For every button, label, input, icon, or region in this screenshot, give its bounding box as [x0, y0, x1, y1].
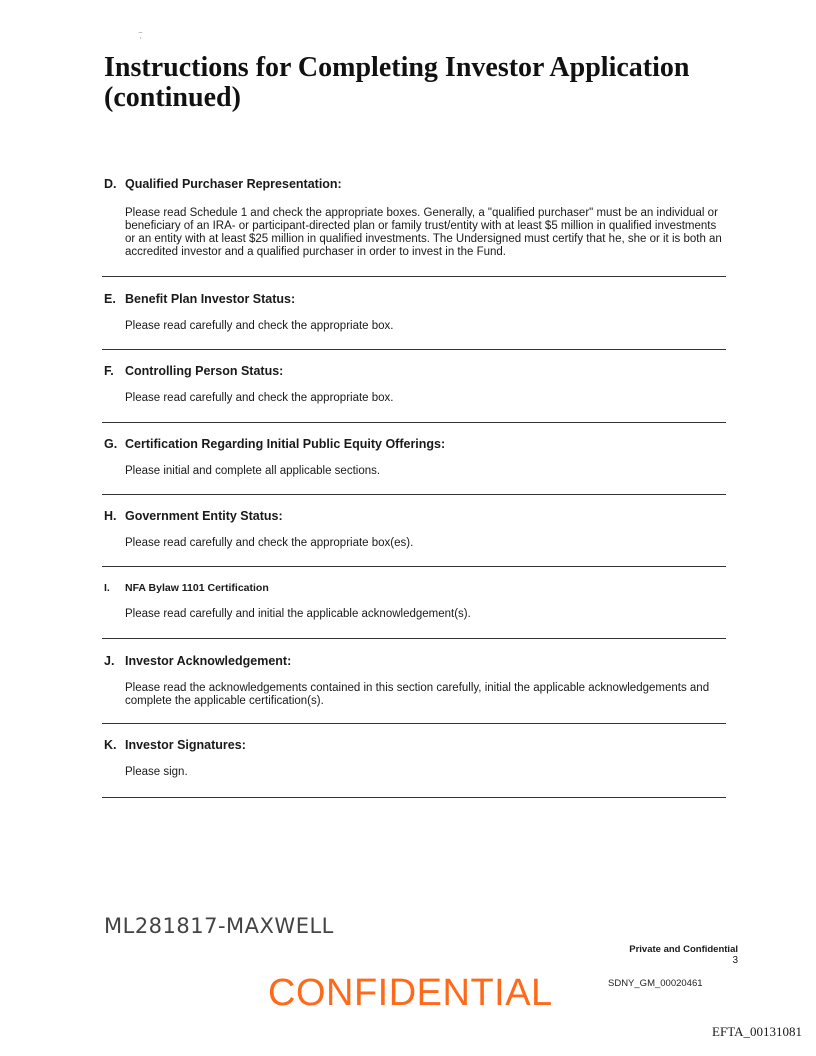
section-f [104, 364, 726, 405]
page-title [104, 53, 724, 113]
section-letter: E. [104, 292, 116, 306]
section-letter: K. [104, 738, 117, 752]
section-divider [102, 276, 726, 277]
section-divider [102, 494, 726, 495]
document-stamp: ML281817-MAXWELL [104, 914, 334, 938]
bates-number: SDNY_GM_00020461 [608, 978, 703, 989]
section-heading: Investor Signatures: [125, 738, 246, 752]
section-d-heading [104, 177, 726, 191]
section-heading: Investor Acknowledgement: [125, 654, 292, 668]
section-f-body: Please read carefully and check the appropriate box. [125, 392, 394, 404]
section-heading: Benefit Plan Investor Status: [125, 292, 296, 306]
section-i-body: Please read carefully and initial the applicable acknowledgement(s). [125, 608, 471, 620]
section-letter: J. [104, 654, 115, 668]
section-heading: Certification Regarding Initial Public Equity Offerings: [125, 437, 446, 451]
section-letter: I. [104, 582, 110, 594]
section-h-body: Please read carefully and check the appropriate box(es). [125, 537, 414, 549]
section-letter: D. [104, 177, 117, 191]
section-h-heading [104, 509, 726, 523]
section-k-heading [104, 738, 726, 752]
section-heading: Qualified Purchaser Representation: [125, 177, 342, 191]
title-line-2: (continued) [104, 82, 241, 113]
title-line-1: Instructions for Completing Investor Application [104, 52, 690, 83]
section-g-body: Please initial and complete all applicable sections. [125, 465, 381, 477]
section-divider [102, 566, 726, 567]
section-heading: Controlling Person Status: [125, 364, 284, 378]
section-i [104, 582, 726, 621]
section-divider [102, 422, 726, 423]
section-d [104, 177, 726, 259]
confidential-watermark: CONFIDENTIAL [268, 972, 553, 1014]
section-j [104, 654, 726, 708]
section-f-heading [104, 364, 726, 378]
section-i-heading [104, 582, 726, 594]
section-e-heading [104, 292, 726, 306]
section-g-heading [104, 437, 726, 451]
section-letter: H. [104, 509, 117, 523]
section-k [104, 738, 726, 779]
private-confidential-label: Private and Confidential [629, 944, 738, 955]
scan-speck: ⁻̣ [138, 30, 143, 40]
section-e [104, 292, 726, 333]
efta-number: EFTA_00131081 [712, 1024, 802, 1039]
section-e-body: Please read carefully and check the appropriate box. [125, 320, 394, 332]
section-divider [102, 638, 726, 639]
section-letter: F. [104, 364, 114, 378]
section-g [104, 437, 726, 478]
section-divider [102, 797, 726, 798]
section-k-body: Please sign. [125, 766, 188, 778]
section-heading: Government Entity Status: [125, 509, 283, 523]
section-divider [102, 723, 726, 724]
section-j-heading [104, 654, 726, 668]
section-heading: NFA Bylaw 1101 Certification [125, 582, 269, 594]
page-number: 3 [732, 955, 738, 966]
section-letter: G. [104, 437, 118, 451]
section-d-body: Please read Schedule 1 and check the appropriate boxes. Generally, a "qualified purchaser" must be an individual or beneficiary of an IRA- or participant-directed plan or family trust/entity with at least $5 million in qualified investments or an entity with at least $25 million in qualified investments. The Undersigned must certify that he, she or it is both an accredited investor and a qualified purchaser in order to invest in the Fund. [125, 207, 722, 258]
section-j-body: Please read the acknowledgements contained in this section carefully, initial the applicable acknowledgements and complete the applicable certification(s). [125, 682, 710, 707]
section-h [104, 509, 726, 550]
section-divider [102, 349, 726, 350]
